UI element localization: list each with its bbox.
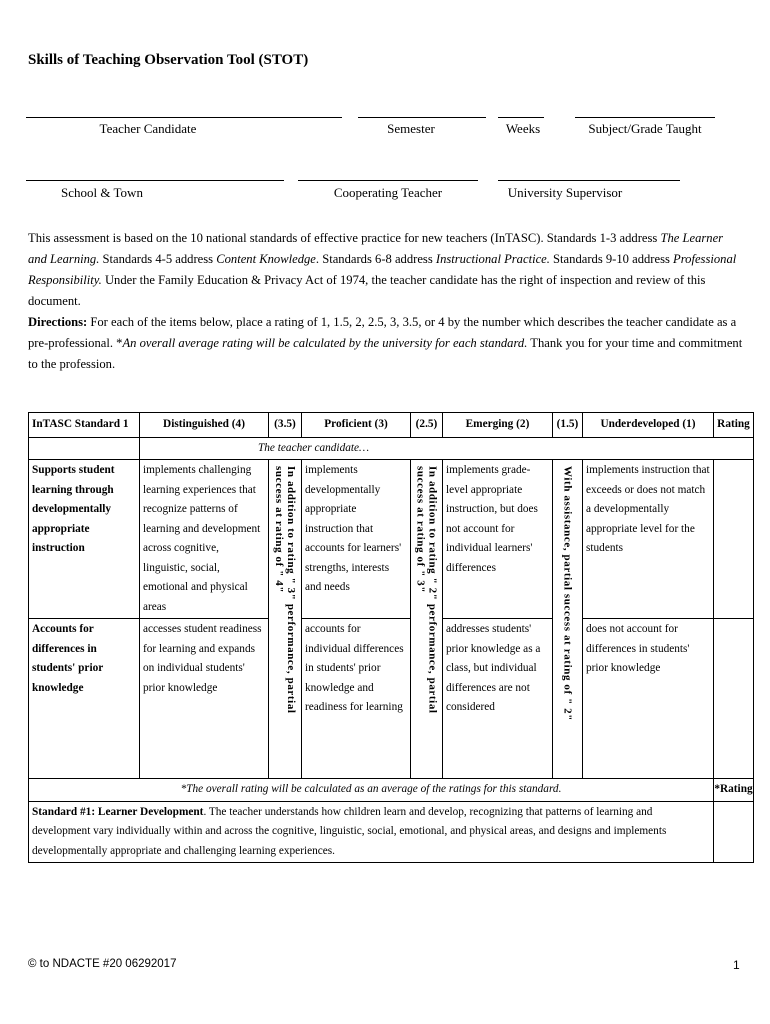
underdeveloped-cell: implements instruction that exceeds or does not match a developmentally appropriate level for the students (583, 460, 714, 619)
overall-row (29, 779, 754, 802)
teacher-candidate-label: Teacher Candidate (99, 121, 197, 136)
table-row (29, 619, 754, 779)
vertical-note-1-5: With assistance, partial success at rating of " 2" (553, 460, 583, 779)
standard-description-row (29, 801, 754, 863)
subject-grade-label: Subject/Grade Taught (588, 121, 702, 136)
subhead-blank (29, 437, 140, 460)
header-standard: InTASC Standard 1 (29, 413, 140, 438)
header-3-5: (3.5) (269, 413, 302, 438)
item-label: Supports student learning through developmentally appropriate instruction (29, 460, 140, 619)
overall-rating-label: *Rating (714, 779, 754, 802)
header-underdeveloped: Underdeveloped (1) (583, 413, 714, 438)
document-title: Skills of Teaching Observation Tool (STOT) (28, 52, 309, 68)
header-emerging: Emerging (2) (443, 413, 553, 438)
proficient-cell: accounts for individual differences in students' prior knowledge and readiness for learning (302, 619, 411, 779)
school-town-line[interactable] (26, 180, 284, 181)
distinguished-cell: implements challenging learning experiences that recognize patterns of learning and development across cognitive, linguistic, social, emotional and physical areas (140, 460, 269, 619)
header-proficient: Proficient (3) (302, 413, 411, 438)
vertical-note-2-5: In addition to rating " 2" performance, partial success at rating of " 3" (411, 460, 443, 779)
header-row (29, 413, 754, 438)
item-label: Accounts for differences in students' prior knowledge (29, 619, 140, 779)
header-2-5: (2.5) (411, 413, 443, 438)
teacher-candidate-line[interactable] (26, 117, 342, 118)
footer-copyright: © to NDACTE #20 06292017 (28, 958, 177, 970)
university-supervisor-line[interactable] (498, 180, 680, 181)
semester-label: Semester (387, 121, 435, 136)
underdeveloped-cell: does not account for differences in students' prior knowledge (583, 619, 714, 779)
school-town-label: School & Town (61, 185, 143, 200)
weeks-line[interactable] (498, 117, 544, 118)
distinguished-cell: accesses student readiness for learning and expands on individual students' prior knowledge (140, 619, 269, 779)
semester-line[interactable] (358, 117, 486, 118)
emerging-cell: addresses students' prior knowledge as a class, but individual differences are not considered (443, 619, 553, 779)
cooperating-teacher-label: Cooperating Teacher (333, 185, 443, 200)
header-distinguished: Distinguished (4) (140, 413, 269, 438)
rubric-table (28, 412, 754, 863)
overall-note: *The overall rating will be calculated as an average of the ratings for this standard. (29, 779, 714, 802)
standard-description: Standard #1: Learner Development. The teacher understands how children learn and develop, recognizing that patterns of learning and development vary individually within and across the cognitive, linguistic, social, emotional, and physical areas, and designs and implements developmentally appropriate and challenging learning experiences. (29, 801, 714, 863)
rating-input-cell[interactable] (714, 619, 754, 779)
header-1-5: (1.5) (553, 413, 583, 438)
cooperating-teacher-line[interactable] (298, 180, 478, 181)
header-rating: Rating (714, 413, 754, 438)
proficient-cell: implements developmentally appropriate instruction that accounts for learners' strengths, interests and needs (302, 460, 411, 619)
overall-rating-input[interactable] (714, 801, 754, 863)
subhead-text: The teacher candidate… (140, 437, 754, 460)
subhead-row (29, 437, 754, 460)
university-supervisor-label: University Supervisor (507, 185, 623, 200)
weeks-label: Weeks (505, 121, 541, 136)
intro-paragraph: This assessment is based on the 10 national standards of effective practice for new teachers (InTASC). Standards 1-3 address The Learner and Learning. Standards 4-5 address Content Knowledge. Standards 6-8 address Instructional Practice. Standards 9-10 address Professional Responsibility. Under the Family Education & Privacy Act of 1974, the teacher candidate has the right of inspection and review of this document. (28, 231, 737, 308)
rating-input-cell[interactable] (714, 460, 754, 619)
table-row (29, 460, 754, 619)
directions-paragraph: Directions: For each of the items below, place a rating of 1, 1.5, 2, 2.5, 3, 3.5, or 4 by the number which describes the teacher candidate as a pre-professional. *An overall average rating will be calculated by the university for each standard. Thank you for your time and commitment to the profession. (28, 315, 743, 371)
vertical-note-3-5: In addition to rating " 3" performance, partial success at rating of " 4" (269, 460, 302, 779)
emerging-cell: implements grade-level appropriate instruction, but does not account for individual learners' differences (443, 460, 553, 619)
subject-grade-line[interactable] (575, 117, 715, 118)
page-number: 1 (733, 958, 740, 972)
